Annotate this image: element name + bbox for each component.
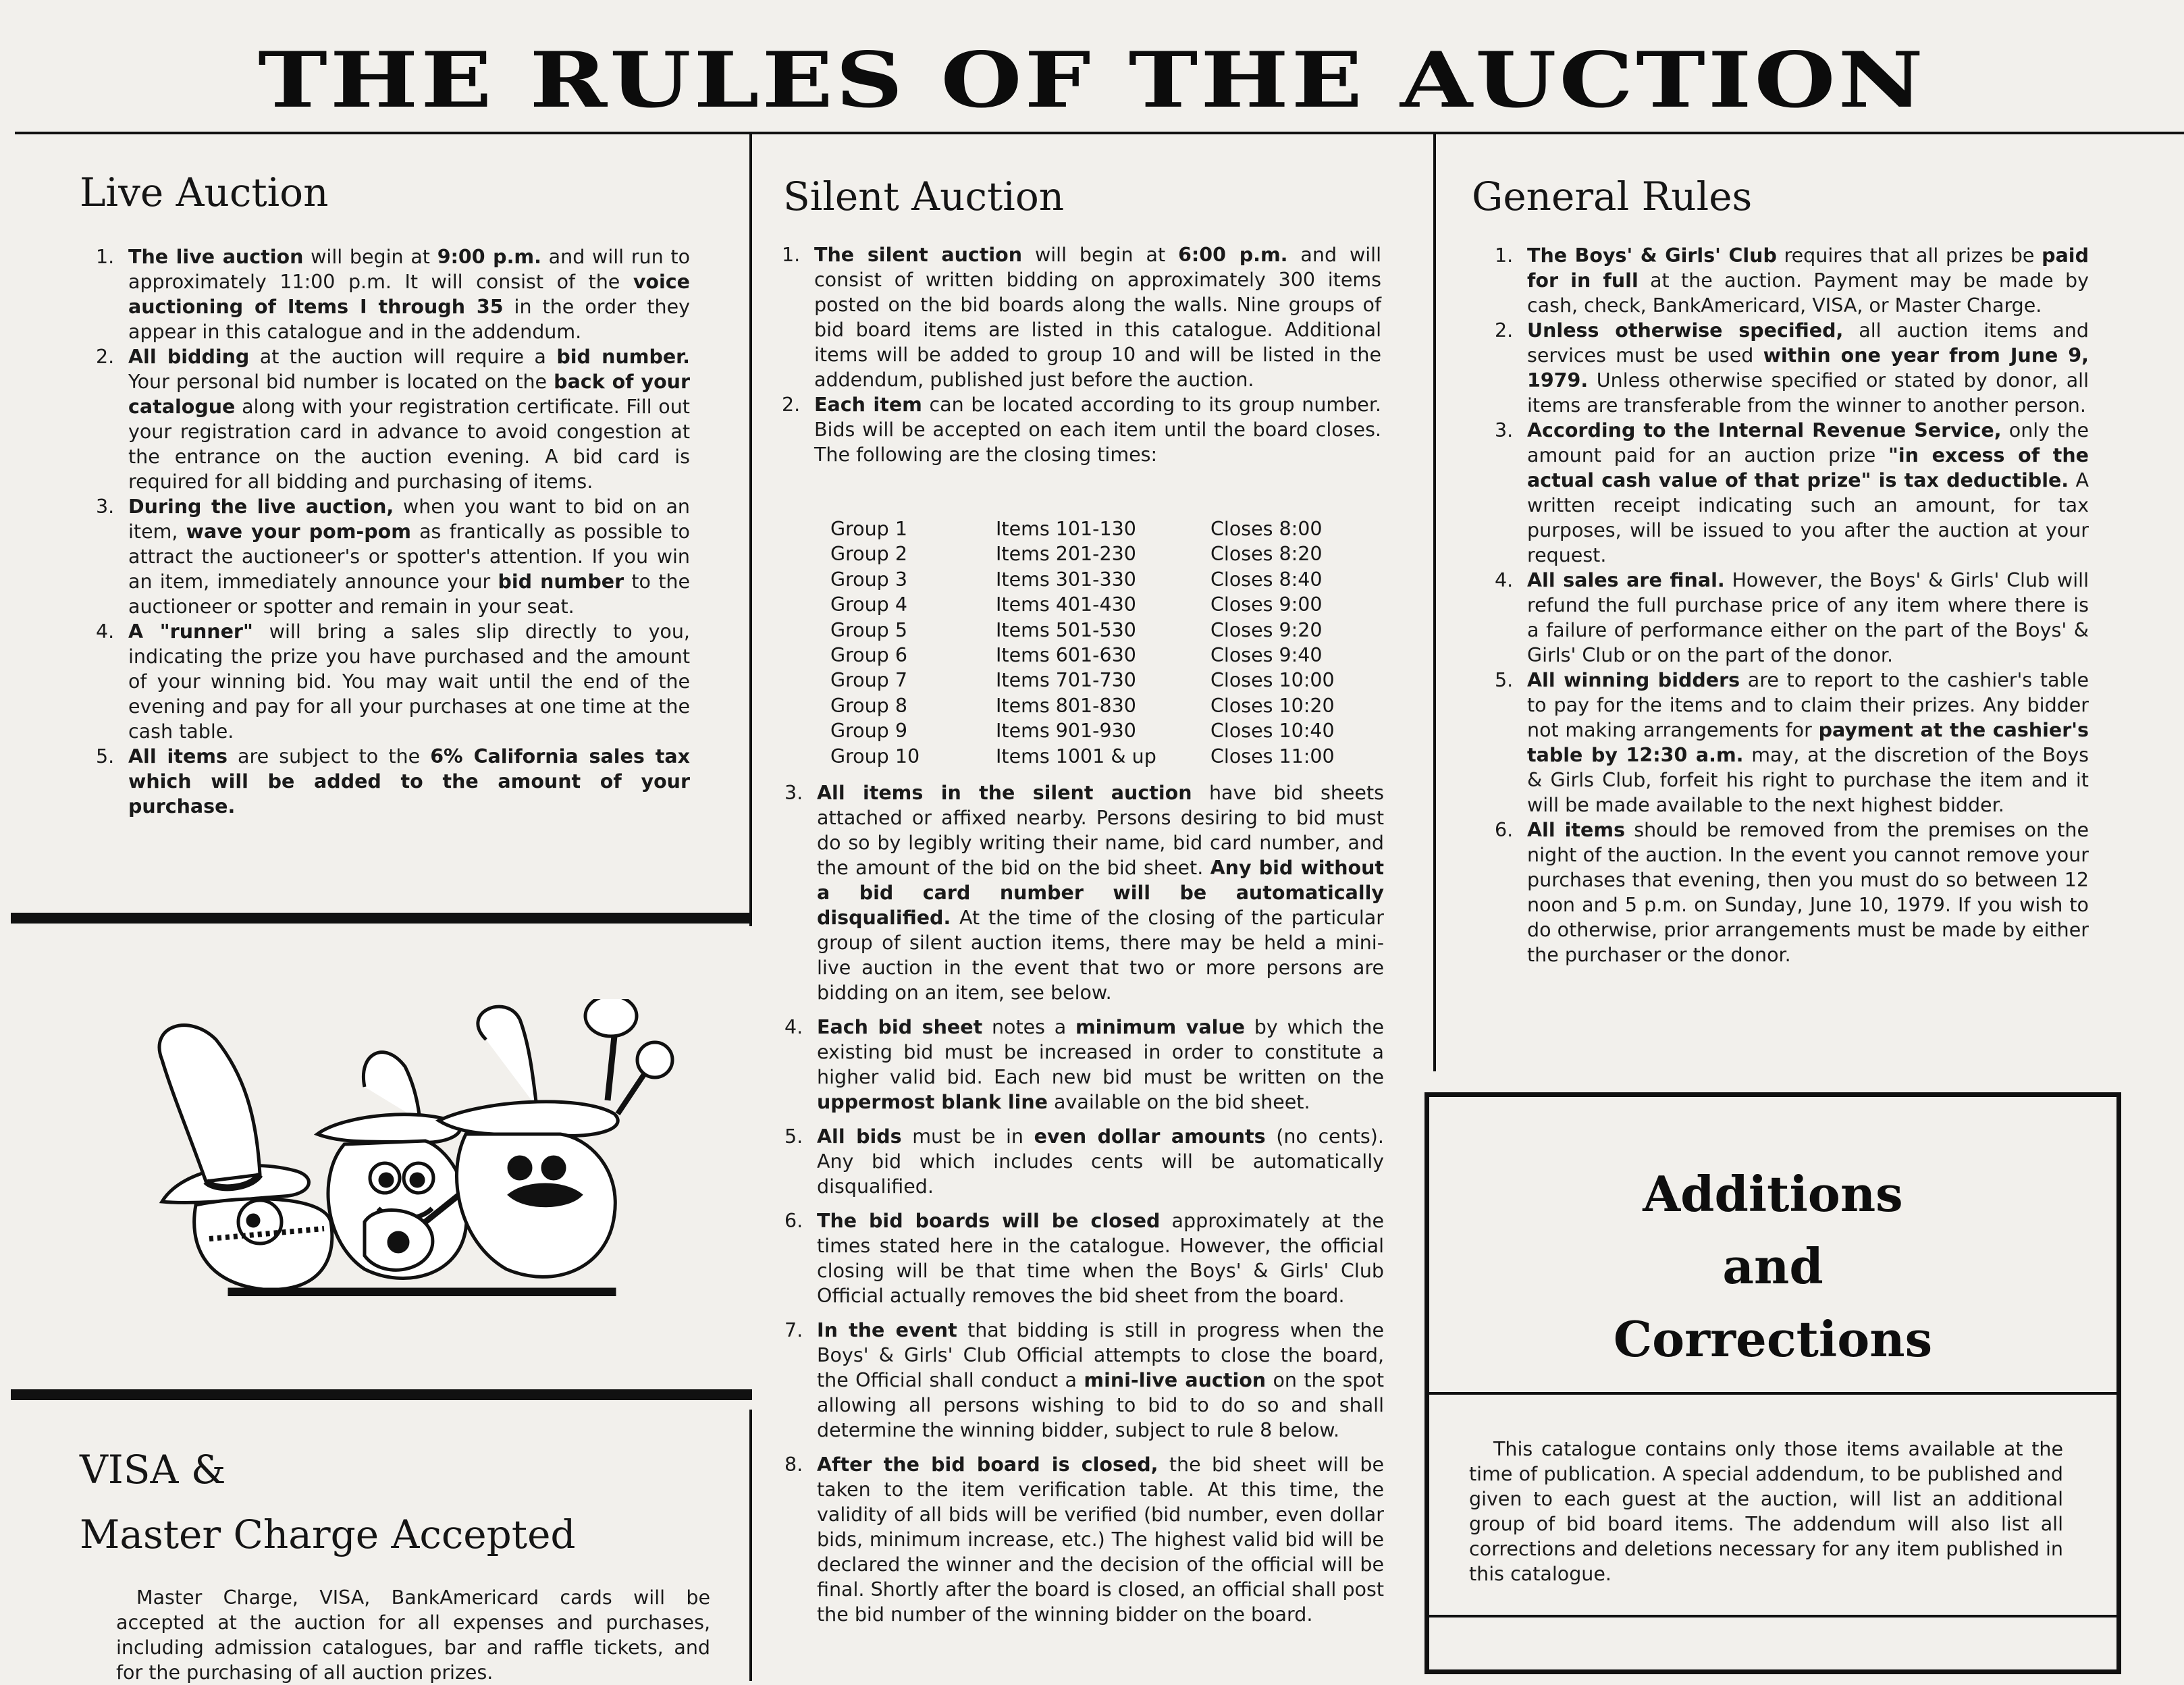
live-section-bottom-bar	[11, 913, 751, 924]
closing-times-table	[830, 516, 1335, 769]
additions-text: This catalogue contains only those items available at the time of publication. A special addendum, to be published and given to each guest at the auction, will list an additional group of bid board items. The addendum will also list all corrections and deletions necessary for any item published in this catalogue.	[1469, 1438, 2063, 1585]
rule-text: During the live auction, when you want to bid on an item, wave your pom-pom as frantically as possible to attract the auctioneer's or spotter's attention. If you win an item, immediately announce your bid number to the auctioneer or spotter and remain in your seat.	[128, 496, 690, 618]
rule-number: 3.	[784, 782, 803, 804]
item-range: Items 101-130	[996, 518, 1136, 540]
closing-time-row	[830, 668, 1335, 693]
rule-number: 1.	[1495, 244, 1514, 267]
rule-text: In the event that bidding is still in progress when the Boys' & Girls' Club Official attempts to close the board, the Official shall conduct a mini-live auction on the spot allowing all persons wishing to bid to do so and shall determine the winning bidder, subject to rule 8 below.	[817, 1319, 1385, 1441]
closing-time: Closes 9:00	[1210, 593, 1323, 616]
rule-number: 8.	[784, 1453, 803, 1476]
closing-time-row	[830, 618, 1335, 643]
live-rule-2	[96, 344, 690, 494]
closing-time: Closes 10:20	[1210, 694, 1335, 717]
silent-rule-4	[784, 1015, 1384, 1115]
additions-box-bottom-rule	[1429, 1615, 2116, 1617]
additions-title-line2: and	[1722, 1237, 1823, 1295]
rule-number: 4.	[96, 620, 115, 643]
live-auction-rules	[96, 244, 690, 819]
rule-text: All winning bidders are to report to the cashier's table to pay for the items and to claim their prizes. Any bidder not making arrangements for payment at the cashier's table by 12:30 a.m. may, at the discretion of the Boys & Girls Club, forfeit his right to purchase the item and it will be made available to the next highest bidder.	[1527, 669, 2089, 816]
rule-text: The live auction will begin at 9:00 p.m. and will run to approximately 11:00 p.m. It will consist of the voice auctioning of Items I through 35 in the order they appear in this catalogue and in the addendum.	[128, 246, 690, 343]
rule-text: Each bid sheet notes a minimum value by which the existing bid must be increased in order to constitute a higher valid bid. Each new bid must be written on the uppermost blank line available on the bid sheet.	[817, 1016, 1384, 1113]
rule-number: 2.	[1495, 319, 1514, 342]
item-range: Items 801-830	[996, 694, 1136, 717]
closing-time: Closes 11:00	[1210, 745, 1335, 768]
rule-number: 2.	[782, 394, 801, 416]
rule-text: All bidding at the auction will require a bid number. Your personal bid number is located on the back of your catalogue along with your registration certificate. Fill out your registration card in advance to avoid congestion at the entrance on the auction evening. A bid card is required for all bidding and purchasing of items.	[128, 346, 691, 493]
group-name: Group 3	[830, 568, 907, 591]
rule-text: The bid boards will be closed approximately at the times stated here in the catalogue. However, the official closing will be that time when the Boys' & Girls' Club Official actually removes the bid sheet from the board.	[817, 1210, 1384, 1307]
general-rules-heading: General Rules	[1472, 173, 1753, 219]
group-name: Group 2	[830, 543, 907, 566]
additions-title-line3: Corrections	[1613, 1310, 1933, 1368]
silent-rule-2	[782, 392, 1381, 467]
rule-text: The silent auction will begin at 6:00 p.m. and will consist of written bidding on approximately 300 items posted on the bid boards along the walls. Nine groups of bid board items are listed in this catalogue. Additional items will be added to group 10 and will be listed in the addendum, published just before the auction.	[814, 244, 1382, 391]
general-rule-6	[1495, 818, 2089, 967]
rule-text: Each item can be located according to its group number. Bids will be accepted on each item until the board closes. The following are the closing times:	[814, 394, 1381, 466]
rule-text: The Boys' & Girls' Club requires that all prizes be paid for in full at the auction. Payment may be made by cash, check, BankAmericard, VISA, or Master Charge.	[1527, 244, 2089, 317]
rule-number: 3.	[96, 496, 115, 518]
rule-number: 7.	[784, 1319, 803, 1341]
closing-time: Closes 9:20	[1210, 618, 1323, 641]
live-rule-1	[96, 244, 690, 344]
live-rule-5	[96, 744, 690, 819]
group-name: Group 9	[830, 720, 907, 743]
closing-time-row	[830, 643, 1335, 668]
silent-auction-heading: Silent Auction	[783, 173, 1065, 219]
visa-heading-line1: VISA &	[80, 1447, 226, 1493]
closing-time-row	[830, 516, 1335, 541]
item-range: Items 1001 & up	[996, 745, 1156, 768]
additions-box-inner-rule	[1429, 1392, 2116, 1395]
closing-time-row	[830, 693, 1335, 718]
page-title: THE RULES OF THE AUCTION	[258, 34, 1926, 126]
closing-time-row	[830, 592, 1335, 617]
closing-time: Closes 8:00	[1210, 518, 1323, 540]
additions-title-line1: Additions	[1643, 1165, 1903, 1223]
rule-text: All items should be removed from the premises on the night of the auction. In the event you cannot remove your purchases that evening, then you must do so between 12 noon and 5 p.m. on Sunday, June 10, 1979. If you wish to do otherwise, prior arrangements must be made by either the purchaser or the donor.	[1527, 819, 2089, 966]
closing-time: Closes 9:40	[1210, 644, 1323, 667]
rule-number: 3.	[1495, 419, 1514, 442]
rule-text: According to the Internal Revenue Service, only the amount paid for an auction prize "in excess of the actual cash value of that prize" is tax deductible. A written receipt indicating such an amount, for tax purposes, will be issued to you after the auction at your request.	[1527, 419, 2089, 566]
general-rules	[1495, 243, 2089, 967]
column-divider-left	[749, 133, 752, 926]
item-range: Items 201-230	[996, 543, 1136, 566]
group-name: Group 6	[830, 644, 907, 667]
silent-auction-rules-part2	[784, 780, 1384, 1627]
item-range: Items 301-330	[996, 568, 1136, 591]
closing-time: Closes 10:40	[1210, 720, 1335, 743]
live-auction-heading: Live Auction	[80, 169, 329, 215]
silent-auction-rules-part1	[782, 242, 1381, 467]
silent-rule-7	[784, 1318, 1384, 1443]
group-name: Group 10	[830, 745, 920, 768]
general-rule-4	[1495, 568, 2089, 668]
rule-number: 6.	[784, 1210, 803, 1232]
rule-number: 4.	[784, 1016, 803, 1038]
rule-number: 5.	[784, 1125, 803, 1148]
title-underline	[15, 132, 2184, 134]
visa-section-top-bar	[11, 1389, 752, 1400]
rule-number: 4.	[1495, 569, 1514, 591]
item-range: Items 501-530	[996, 618, 1136, 641]
closing-time-row	[830, 541, 1335, 566]
rule-text: All bids must be in even dollar amounts (no cents). Any bid which includes cents will be automatically disqualified.	[817, 1125, 1384, 1198]
silent-rule-1	[782, 242, 1381, 392]
rule-number: 1.	[96, 246, 115, 268]
closing-time-row	[830, 718, 1335, 743]
silent-rule-3	[784, 780, 1384, 1005]
group-name: Group 4	[830, 593, 907, 616]
item-range: Items 701-730	[996, 669, 1136, 692]
item-range: Items 401-430	[996, 593, 1136, 616]
rule-number: 2.	[96, 346, 115, 368]
rule-text: All items are subject to the 6% California sales tax which will be added to the amount of your purchase.	[128, 745, 690, 818]
group-name: Group 1	[830, 518, 907, 540]
rule-text: A "runner" will bring a sales slip directly to you, indicating the prize you have purchased and the amount of your winning bid. You may wait until the end of the evening and pay for all your purchases at one time at the cash table.	[128, 620, 690, 743]
rule-text: After the bid board is closed, the bid sheet will be taken to the item verification table. At this time, the validity of all bids will be verified (bid number, even dollar bids, minimum increase, etc.) The highest valid bid will be declared the winner and the decision of the official will be final. Shortly after the board is closed, an official shall post the bid number of the winning bidder on the board.	[817, 1453, 1384, 1626]
closing-time-row	[830, 744, 1335, 769]
item-range: Items 901-930	[996, 720, 1136, 743]
rule-number: 1.	[782, 244, 801, 266]
silent-rule-8	[784, 1452, 1384, 1627]
general-rule-5	[1495, 668, 2089, 818]
closing-time: Closes 8:40	[1210, 568, 1323, 591]
rule-number: 5.	[96, 745, 115, 768]
visa-box-divider	[749, 1410, 752, 1681]
mariachi-mascots-illustration	[142, 999, 682, 1296]
visa-text: Master Charge, VISA, BankAmericard cards will be accepted at the auction for all expenses and purchases, including admission catalogues, bar and raffle tickets, and for the purchasing of all auction prizes.	[116, 1586, 710, 1684]
rule-number: 5.	[1495, 669, 1514, 691]
silent-rule-5	[784, 1124, 1384, 1199]
group-name: Group 7	[830, 669, 907, 692]
group-name: Group 8	[830, 694, 907, 717]
general-rule-3	[1495, 418, 2089, 568]
column-divider-right	[1433, 133, 1436, 1071]
rule-text: Unless otherwise specified, all auction items and services must be used within one year from June 9, 1979. Unless otherwise specified or stated by donor, all items are transferable from the winner to another person.	[1527, 319, 2089, 417]
rule-number: 6.	[1495, 819, 1514, 841]
visa-heading-line2: Master Charge Accepted	[80, 1512, 576, 1557]
live-rule-4	[96, 619, 690, 744]
group-name: Group 5	[830, 618, 907, 641]
general-rule-1	[1495, 243, 2089, 318]
general-rule-2	[1495, 318, 2089, 418]
rule-text: All sales are final. However, the Boys' & Girls' Club will refund the full purchase price of any item where there is a failure of performance either on the part of the Boys' & Girls' Club or on the part of the donor.	[1527, 569, 2089, 666]
closing-time: Closes 8:20	[1210, 543, 1323, 566]
live-rule-3	[96, 494, 690, 619]
closing-time-row	[830, 567, 1335, 592]
item-range: Items 601-630	[996, 644, 1136, 667]
silent-rule-6	[784, 1208, 1384, 1308]
rule-text: All items in the silent auction have bid sheets attached or affixed nearby. Persons desiring to bid must do so by legibly writing their name, bid card number, and the amount of the bid on the bid sheet. Any bid without a bid card number will be automatically disqualified. At the time of the closing of the particular group of silent auction items, there may be held a mini-live auction in the event that two or more persons are bidding on an item, see below.	[817, 782, 1384, 1004]
closing-time: Closes 10:00	[1210, 669, 1335, 692]
